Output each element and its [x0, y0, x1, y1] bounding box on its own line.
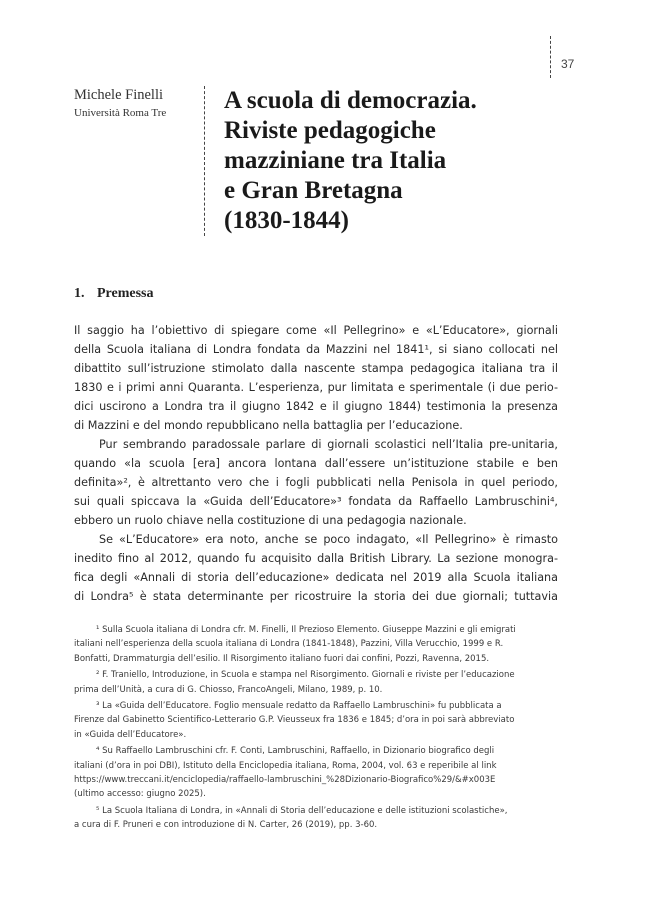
- section-title: Premessa: [97, 286, 154, 301]
- text-line: quando «la scuola [era] ancora lontana dall’essere un’istituzione stabile e ben: [74, 457, 558, 470]
- footnote-line: ² F. Traniello, Introduzione, in Scuola e stampa nel Risorgimento. Giornali e riviste per l’educazione: [96, 670, 515, 681]
- title-line: (1830-1844): [224, 207, 349, 234]
- footnote: [74, 623, 558, 666]
- footnote-line: (ultimo accesso: giugno 2025).: [74, 789, 206, 800]
- footnote-line: Bonfatti, Drammaturgia dell’esilio. Il Risorgimento italiano fuori dai confini, Pozzi, Ravenna, 2015.: [74, 653, 490, 664]
- section-number: 1.: [74, 286, 85, 301]
- body-text: [74, 321, 558, 606]
- footnote: [74, 744, 558, 802]
- article-title: [224, 86, 564, 236]
- footnote-line: prima dell’Unità, a cura di G. Chiosso, FrancoAngeli, Milano, 1989, p. 10.: [74, 684, 383, 695]
- footnotes: [74, 623, 558, 835]
- footnote-line: ⁴ Su Raffaello Lambruschini cfr. F. Conti, Lambruschini, Raffaello, in Dizionario biografico degli: [96, 746, 495, 757]
- text-line: di Londra⁵ è stata determinante per ricostruire la storia dei due giornali; tuttavia: [74, 590, 558, 603]
- footnote-line: ⁵ La Scuola Italiana di Londra, in «Annali di Storia dell’educazione e delle istituzioni scolastiche»,: [96, 805, 508, 816]
- text-line: di Mazzini e del mondo repubblicano nella battaglia per l’educazione.: [74, 419, 463, 432]
- text-line: sui quali spiccava la «Guida dell’Educatore»³ fondata da Raffaello Lambruschini⁴,: [74, 495, 558, 508]
- footnote-line: in «Guida dell’Educatore».: [74, 729, 187, 740]
- text-line: Se «L’Educatore» era noto, anche se poco indagato, «Il Pellegrino» è rimasto: [99, 533, 558, 546]
- text-line: dibattito sull’istruzione stimolato dalla nascente stampa pedagogica italiana tra il: [74, 362, 558, 375]
- footnote: [74, 804, 558, 833]
- footnote-line: italiani (d’ora in poi DBI), Istituto della Enciclopedia italiana, Roma, 2004, vol. 63 e reperibile al link: [74, 760, 497, 771]
- page-number-block: [550, 36, 574, 78]
- author-affiliation: Università Roma Tre: [74, 107, 167, 119]
- text-line: Pur sembrando paradossale parlare di giornali scolastici nell’Italia pre-unitaria,: [99, 438, 558, 451]
- text-line: fica degli «Annali di storia dell’educazione» dedicata nel 2019 alla Scuola italiana: [74, 571, 558, 584]
- author-name: Michele Finelli: [74, 87, 163, 103]
- text-line: ebbero un ruolo chiave nella costituzione di una pedagogia nazionale.: [74, 514, 467, 527]
- title-line: mazziniane tra Italia: [224, 147, 447, 174]
- text-line: inedito fino al 2012, quando fu acquisito dalla British Library. La sezione monogra-: [74, 552, 558, 565]
- footnote-link[interactable]: https://www.treccani.it/enciclopedia/raffaello-lambruschini_%28Dizionario-Biografico%29/&#x003E: [74, 775, 496, 786]
- title-line: A scuola di democrazia.: [224, 87, 477, 114]
- footnote-line: italiani nell’esperienza della scuola italiana di Londra (1841-1848), Pazzini, Villa Verucchio, 1999 e R.: [74, 639, 504, 650]
- text-line: della Scuola italiana di Londra fondata da Mazzini nel 1841¹, si siano collocati nel: [74, 343, 558, 356]
- section-heading: [74, 286, 154, 302]
- footnote: [74, 699, 558, 742]
- text-line: definita»², è altrettanto vero che i fogli pubblicati nella Penisola in quel periodo,: [74, 476, 558, 489]
- page-number: 37: [561, 57, 575, 71]
- paragraph: [74, 530, 558, 606]
- paragraph: [74, 435, 558, 530]
- footnote-line: a cura di F. Pruneri e con introduzione di N. Carter, 26 (2019), pp. 3-60.: [74, 820, 378, 831]
- text-line: 1830 e i primi anni Quaranta. L’esperienza, pur limitata e sperimentale (i due perio-: [74, 381, 558, 394]
- text-line: Il saggio ha l’obiettivo di spiegare come «Il Pellegrino» e «L’Educatore», giornali: [74, 324, 558, 337]
- article-title-block: [204, 86, 564, 236]
- title-line: Riviste pedagogiche: [224, 117, 436, 144]
- footnote-line: ¹ Sulla Scuola italiana di Londra cfr. M. Finelli, Il Prezioso Elemento. Giuseppe Mazzini e gli emigrati: [96, 625, 516, 635]
- title-line: e Gran Bretagna: [224, 177, 403, 204]
- paragraph: [74, 321, 558, 435]
- footnote-line: Firenze dal Gabinetto Scientifico-Letterario G.P. Vieusseux fra 1836 e 1845; d’ora in poi sarà abbreviato: [74, 715, 515, 726]
- text-line: dici uscirono a Londra tra il giugno 1842 e il giugno 1844) testimonia la presenza: [74, 400, 558, 413]
- author-block: [74, 87, 166, 120]
- footnote-line: ³ La «Guida dell’Educatore. Foglio mensuale redatto da Raffaello Lambruschini» fu pubblicata a: [96, 701, 502, 712]
- footnote: [74, 668, 558, 697]
